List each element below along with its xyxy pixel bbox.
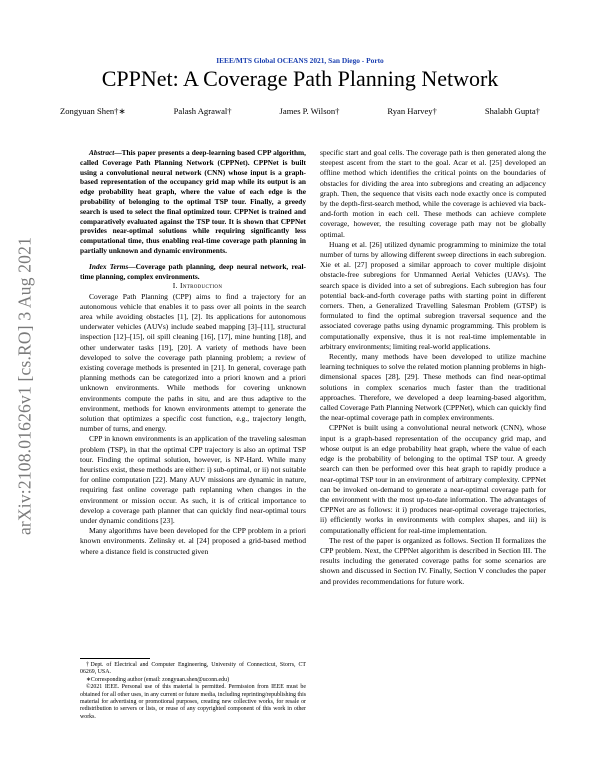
- author-list: [60, 106, 540, 117]
- author-name: Palash Agrawal†: [173, 106, 232, 116]
- author-name: Zongyuan Shen†∗: [60, 106, 126, 116]
- section-heading: I. Introduction: [172, 281, 223, 291]
- body-paragraph: Recently, many methods have been developed to utilize machine learning techniques to solve the related motion planning problems in high-dimensional spaces [28], [29]. These methods can find near-optimal solutions in complex scenarios much faster than the traditional approaches. Therefore, we developed a deep learning-based algorithm, called Coverage Path Planning Network (CPPNet), which can quickly find the near-optimal coverage path in complex environments.: [320, 352, 546, 423]
- arxiv-stamp: [10, 196, 40, 576]
- abstract: [80, 148, 306, 256]
- index-terms: [80, 262, 306, 282]
- index-terms-label: Index Terms: [89, 261, 129, 271]
- footnotes: [80, 658, 306, 721]
- author-name: James P. Wilson†: [279, 106, 340, 116]
- footnote-rule: [80, 658, 150, 659]
- right-column: [320, 148, 546, 587]
- left-column: [80, 148, 306, 557]
- author-name: Shalabh Gupta†: [484, 106, 540, 116]
- body-paragraph: The rest of the paper is organized as follows. Section II formalizes the CPP problem. Next, the CPPNet algorithm is described in Section III. The results including the generated coverage paths for some scenarios are shown and discussed in Section IV. Finally, Section V concludes the paper and provides recommendations for future work.: [320, 535, 546, 586]
- body-paragraph: specific start and goal cells. The coverage path is then generated along the steepest ascent from the start to the goal. Acar et al. [25] developed an offline method which identifies the critical points on the boundaries of obstacles for dividing the area into subregions and creating an adjacency graph. Then, the sequence that visits each node exactly once is computed by the depth-first-search method, while the coverage is achieved via back-and-forth motion in each cell. These methods can achieve complete coverage, however, the resulting coverage path may not be globally optimal.: [320, 148, 546, 239]
- paper-title: CPPNet: A Coverage Path Planning Network: [101, 66, 499, 91]
- abstract-label: Abstract: [89, 148, 115, 157]
- footnote: †Dept. of Electrical and Computer Engineering, University of Connecticut, Storrs, CT 06269, USA.: [80, 662, 306, 676]
- footnote: ∗Corresponding author (email: zongyuan.shen@uconn.edu): [86, 676, 230, 683]
- body-paragraph: Many algorithms have been developed for the CPP problem in a priori known environments. Zelinsky et. al [24] proposed a grid-based method where a distance field is constructed given: [80, 526, 306, 556]
- arxiv-stamp-text: arXiv:2108.01626v1 [cs.RO] 3 Aug 2021: [14, 236, 35, 536]
- footnote: ©2021 IEEE. Personal use of this material is permitted. Permission from IEEE must be obtained for all other uses, in any current or future media, including reprinting/republishing this material for advertising or promotional purposes, creating new collective works, for resale or redistribution to servers or lists, or reuse of any copyrighted component of this work in other works.: [80, 684, 306, 720]
- abstract-text: —This paper presents a deep-learning based CPP algorithm, called Coverage Path Planning Network (CPPNet). CPPNet is built using a convolutional neural network (CNN) whose input is a graph-based representation of the occupancy grid map while its output is an edge probability heat graph, where the value of each edge is the probability of belonging to the optimal TSP tour. Finally, a greedy search is used to select the final optimized tour. CPPNet is trained and comparatively evaluated against the TSP tour. It is shown that CPPNet provides near-optimal solutions while requiring significantly less computational time, thus enabling real-time coverage path planning in partially unknown and dynamic environments.: [80, 148, 306, 255]
- body-paragraph: Huang et al. [26] utilized dynamic programming to minimize the total number of turns by allowing different sweep directions in each subregion. Xie et al. [27] proposed a similar approach to cover multiple disjoint obstacle-free subregions for Unmanned Aerial Vehicles (UAVs). The search space is divided into a set of subregions. Each subregion has four potential back-and-forth coverage paths with starting point in different corners. Then, a Generalized Travelling Salesman Problem (GTSP) is formulated to find the optimal subregion traversal sequence and the associated coverage paths using dynamic programming. This problem is computationally expensive, thus it is not real-time implementable in arbitrary environments; limiting real-world applications.: [320, 239, 546, 351]
- body-paragraph: CPP in known environments is an application of the traveling salesman problem (TSP), in that the optimal CPP trajectory is also an optimal TSP tour. Finding the optimal solution, however, is NP-Hard. While many heuristics exist, these methods are either: i) sub-optimal, or ii) not suitable for online computation [22]. Many AUV missions are dynamic in nature, requiring fast online coverage path replanning when changes in the environment or mission occur. As such, it is of critical importance to develop a coverage path planner that can quickly find near-optimal tours under dynamic conditions [23].: [80, 434, 306, 526]
- body-paragraph: CPPNet is built using a convolutional neural network (CNN), whose input is a graph-based representation of the occupancy grid map, and whose output is an edge probability heat graph, where the value of each edge is the probability of belonging to the optimal TSP tour. A greedy search can then be performed over this heat graph to rapidly produce a near-optimal TSP tour in an environment of arbitrary complexity. CPPNet can be invoked on-demand to generate a near-optimal coverage path for the environment with the most up-to-date information. The advantages of CPPNet are as follows: it i) produces near-optimal coverage trajectories, ii) efficiently works in environments with complex shapes, and iii) is computationally efficient for real-time implementation.: [320, 423, 546, 535]
- body-paragraph: Coverage Path Planning (CPP) aims to find a trajectory for an autonomous vehicle that enables it to pass over all points in the search area while avoiding obstacles [1], [2]. Its applications for autonomous underwater vehicles (AUVs) include seabed mapping [3]–[11], structural inspection [12]–[15], oil spill cleaning [16], [17], mine hunting [18], and other underwater tasks [19], [20]. A variety of methods have been developed to solve the coverage path planning problem; a review of existing coverage methods is presented in [21]. In general, coverage path planning methods can be categorized into a priori known and a priori unknown environments. While methods for covering unknown environments compute the paths in situ, and are thus adaptive to the environment, methods for known environments attempt to generate the solution that optimizes a specific cost function, e.g., trajectory length, number of turns, and energy.: [80, 291, 306, 434]
- author-name: Ryan Harvey†: [387, 106, 437, 116]
- index-terms-text: —Coverage path planning, deep neural network, real-time planning, complex environments.: [80, 261, 306, 281]
- conference-header: IEEE/MTS Global OCEANS 2021, San Diego - Porto: [216, 56, 384, 65]
